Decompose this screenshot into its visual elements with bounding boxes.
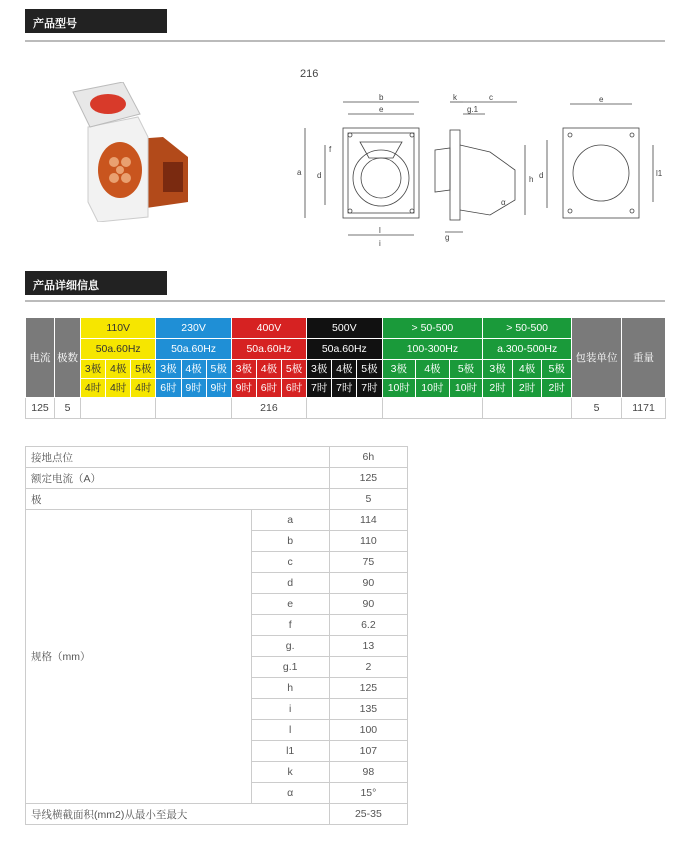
dim-label-alpha: α [501, 198, 506, 207]
dim-label-e: e [379, 105, 384, 114]
socket-product-image [68, 82, 198, 222]
sub-hour: 7时 [307, 379, 332, 398]
sub-hour: 4时 [81, 379, 106, 398]
spec-value: 98 [329, 762, 407, 783]
row-weight: 1171 [622, 398, 666, 419]
section-divider [25, 300, 665, 302]
voltage-400: 400V [231, 318, 306, 339]
col-pack: 包装单位 [572, 318, 622, 398]
dim-label-a: a [297, 168, 302, 177]
col-poles: 极数 [55, 318, 81, 398]
col-weight: 重量 [622, 318, 666, 398]
sub-hour: 9时 [231, 379, 256, 398]
dim-label-l1: l1 [656, 169, 663, 178]
spec-table [25, 317, 666, 419]
sub-pole: 3极 [382, 360, 416, 379]
voltage-500: 500V [307, 318, 382, 339]
table-row [26, 398, 666, 419]
sub-pole: 5极 [357, 360, 382, 379]
sub-hour: 10时 [449, 379, 483, 398]
spec-value: 114 [329, 510, 407, 531]
sub-pole: 4极 [416, 360, 450, 379]
detail-label: 接地点位 [26, 447, 330, 468]
sub-hour: 6时 [156, 379, 181, 398]
spec-value: 100 [329, 720, 407, 741]
dim-label-h: h [529, 175, 534, 184]
sub-pole: 4极 [332, 360, 357, 379]
freq-50-500-b: a.300-500Hz [483, 339, 572, 360]
spec-value: 75 [329, 552, 407, 573]
sub-hour: 9时 [206, 379, 231, 398]
sub-hour: 10时 [382, 379, 416, 398]
spec-value: 2 [329, 657, 407, 678]
row-current: 125 [26, 398, 55, 419]
dim-label-k: k [453, 93, 457, 102]
sub-hour: 7时 [332, 379, 357, 398]
dim-label-g1: g.1 [467, 105, 479, 114]
spec-key: i [251, 699, 329, 720]
col-current: 电流 [26, 318, 55, 398]
section-title: 产品型号 [33, 18, 77, 30]
table-row [26, 468, 408, 489]
detail-label: 额定电流（A） [26, 468, 330, 489]
spec-key: a [251, 510, 329, 531]
sub-hour: 4时 [106, 379, 131, 398]
sub-pole: 3极 [483, 360, 513, 379]
spec-key: c [251, 552, 329, 573]
diagram-model: 216 [300, 68, 319, 80]
spec-key: l [251, 720, 329, 741]
dim-label-d: d [317, 171, 322, 180]
sub-pole: 5极 [449, 360, 483, 379]
spec-key: l1 [251, 741, 329, 762]
sub-hour: 7时 [357, 379, 382, 398]
detail-value: 125 [329, 468, 407, 489]
sub-hour: 6时 [282, 379, 307, 398]
sub-pole: 4极 [512, 360, 542, 379]
sub-pole: 5极 [542, 360, 572, 379]
spec-value: 125 [329, 678, 407, 699]
spec-key: f [251, 615, 329, 636]
spec-value: 6.2 [329, 615, 407, 636]
spec-value: 90 [329, 594, 407, 615]
detail-value: 25-35 [329, 804, 407, 825]
dim-label-b: b [379, 93, 384, 102]
row-poles: 5 [55, 398, 81, 419]
dim-label-c: c [489, 93, 493, 102]
section-header-model [25, 9, 167, 33]
spec-key: h [251, 678, 329, 699]
sub-pole: 3极 [307, 360, 332, 379]
spec-value: 90 [329, 573, 407, 594]
spec-key: α [251, 783, 329, 804]
row-pack: 5 [572, 398, 622, 419]
detail-label: 导线横截面积(mm2)从最小至最大 [26, 804, 330, 825]
section-title: 产品详细信息 [33, 280, 99, 292]
dim-label-d2: d [539, 171, 544, 180]
voltage-110: 110V [81, 318, 156, 339]
table-row [26, 447, 408, 468]
spec-key: e [251, 594, 329, 615]
detail-value: 5 [329, 489, 407, 510]
spec-value: 15° [329, 783, 407, 804]
sub-pole: 5极 [282, 360, 307, 379]
sub-pole: 5极 [131, 360, 156, 379]
sub-pole: 5极 [206, 360, 231, 379]
spec-value: 110 [329, 531, 407, 552]
table-row [26, 510, 408, 531]
sub-pole: 3极 [231, 360, 256, 379]
table-row [26, 489, 408, 510]
freq-230: 50a.60Hz [156, 339, 231, 360]
section-divider [25, 40, 665, 42]
dim-label-i: i [379, 239, 381, 248]
sub-hour: 9时 [181, 379, 206, 398]
freq-500: 50a.60Hz [307, 339, 382, 360]
section-header-details [25, 271, 167, 295]
spec-value: 107 [329, 741, 407, 762]
sub-pole: 4极 [256, 360, 281, 379]
spec-key: g. [251, 636, 329, 657]
sub-pole: 4极 [106, 360, 131, 379]
dimension-diagram [285, 90, 675, 250]
sub-hour: 6时 [256, 379, 281, 398]
detail-table [25, 446, 408, 825]
row-model: 216 [231, 398, 306, 419]
voltage-50-500-b: > 50-500 [483, 318, 572, 339]
freq-50-500-a: 100-300Hz [382, 339, 483, 360]
freq-110: 50a.60Hz [81, 339, 156, 360]
dim-label-f: f [329, 145, 332, 154]
spec-key: b [251, 531, 329, 552]
voltage-230: 230V [156, 318, 231, 339]
dim-label-l: l [379, 226, 381, 235]
spec-label: 规格（mm） [26, 510, 252, 804]
table-row [26, 804, 408, 825]
sub-hour: 2时 [512, 379, 542, 398]
sub-hour: 2时 [542, 379, 572, 398]
freq-400: 50a.60Hz [231, 339, 306, 360]
sub-pole: 3极 [81, 360, 106, 379]
spec-value: 135 [329, 699, 407, 720]
detail-label: 极 [26, 489, 330, 510]
spec-key: g.1 [251, 657, 329, 678]
sub-hour: 2时 [483, 379, 513, 398]
dim-label-g: g [445, 233, 450, 242]
sub-hour: 10时 [416, 379, 450, 398]
dim-label-e2: e [599, 95, 604, 104]
detail-value: 6h [329, 447, 407, 468]
spec-key: d [251, 573, 329, 594]
spec-value: 13 [329, 636, 407, 657]
sub-hour: 4时 [131, 379, 156, 398]
spec-key: k [251, 762, 329, 783]
voltage-50-500-a: > 50-500 [382, 318, 483, 339]
sub-pole: 3极 [156, 360, 181, 379]
sub-pole: 4极 [181, 360, 206, 379]
